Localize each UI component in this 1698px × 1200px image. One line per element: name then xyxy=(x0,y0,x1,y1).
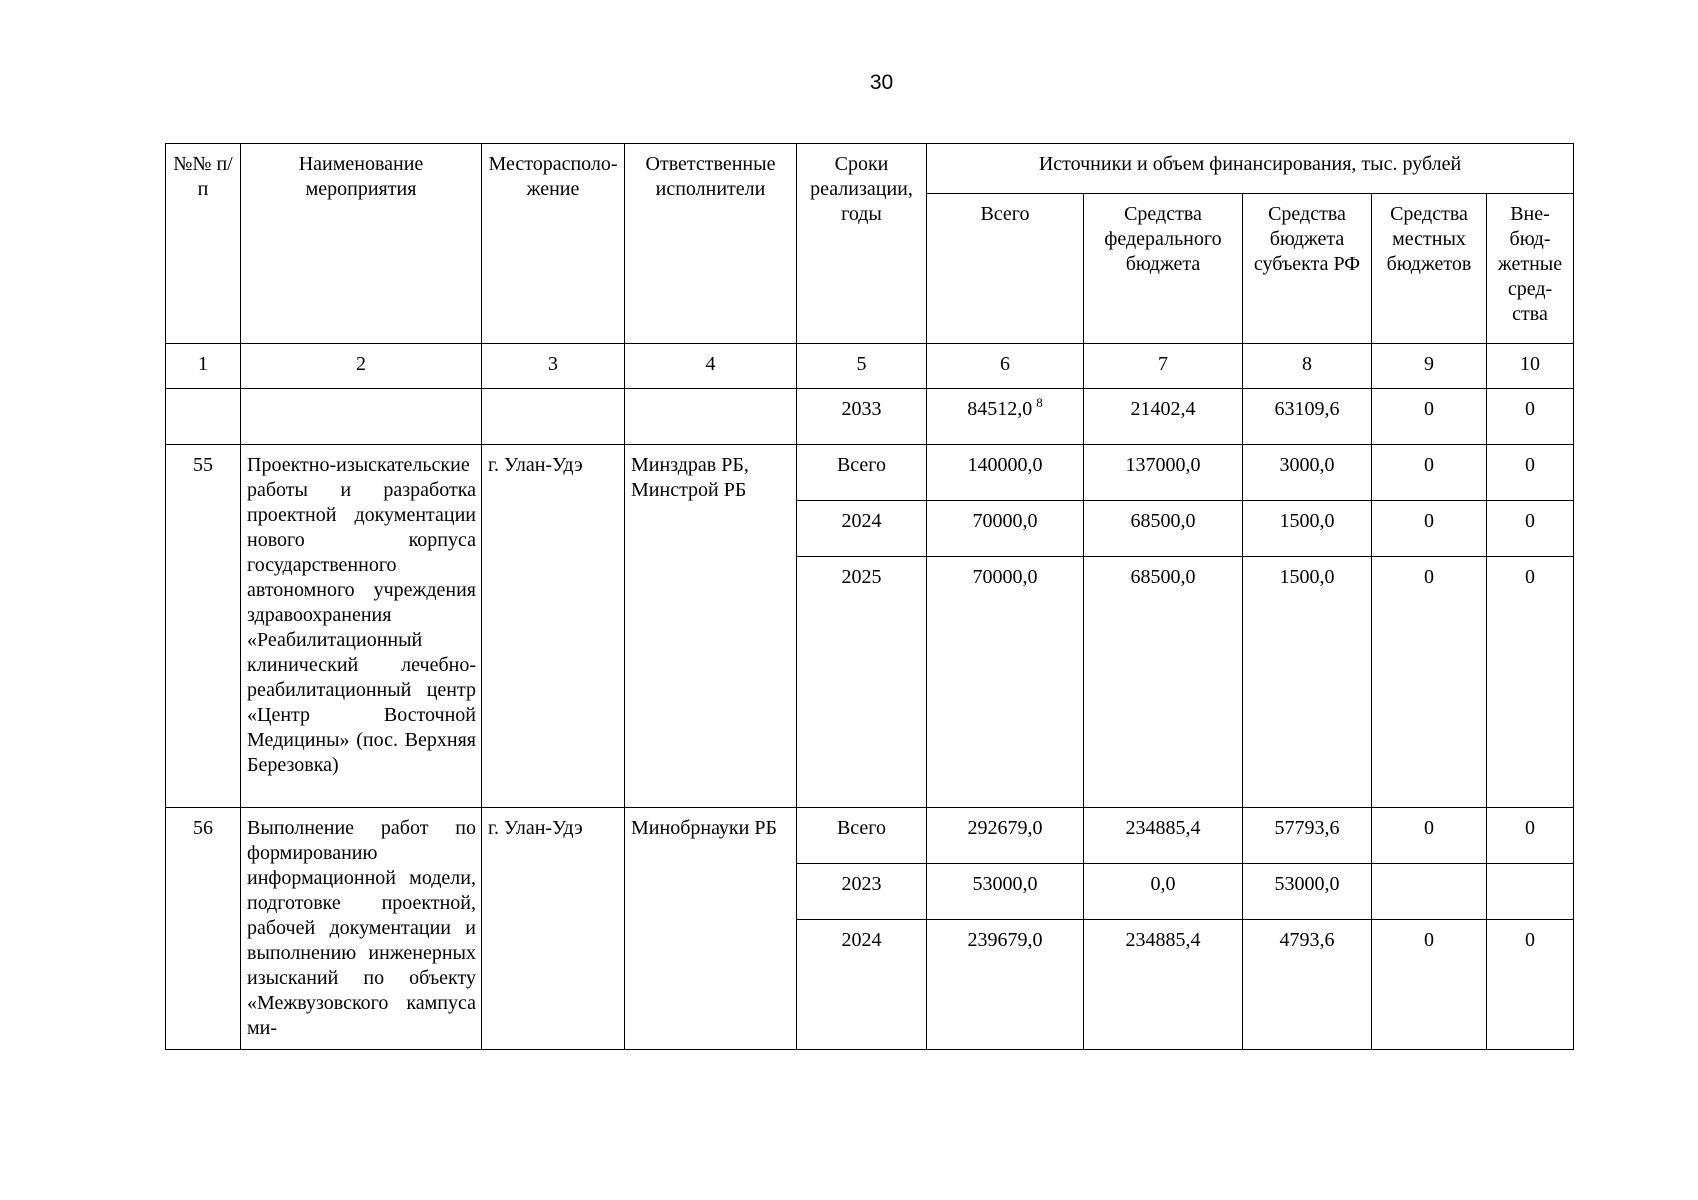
year-cell: 2033 xyxy=(797,389,927,445)
header-extra: Вне-бюд-жетные сред-ства xyxy=(1487,194,1574,344)
header-terms: Сроки реализации, годы xyxy=(797,144,927,344)
federal-cell: 234885,4 xyxy=(1084,920,1243,1050)
total-cell: 70000,0 xyxy=(927,557,1084,808)
subject-cell: 3000,0 xyxy=(1243,445,1372,501)
header-total: Всего xyxy=(927,194,1084,344)
column-number: 5 xyxy=(797,344,927,389)
extra-cell: 0 xyxy=(1487,501,1574,557)
item-name: Проектно-изыскательские работы и разработка проектной документации нового корпуса государственного автономного учреждения здравоохранения «Реабилитационный клинический лечебно-реабилитационный центр «Центр Восточной Медицины» (пос. Верхняя Березовка) xyxy=(241,445,482,808)
total-cell: 70000,0 xyxy=(927,501,1084,557)
column-number: 6 xyxy=(927,344,1084,389)
column-number: 3 xyxy=(482,344,625,389)
item-number: 55 xyxy=(166,445,241,808)
footnote-marker: 8 xyxy=(1036,395,1043,411)
column-number: 1 xyxy=(166,344,241,389)
total-cell xyxy=(927,389,1084,445)
extra-cell: 0 xyxy=(1487,389,1574,445)
page-number: 30 xyxy=(869,71,894,94)
subject-cell: 4793,6 xyxy=(1243,920,1372,1050)
table-row xyxy=(166,808,1574,864)
column-number: 9 xyxy=(1372,344,1487,389)
total-cell: 239679,0 xyxy=(927,920,1084,1050)
item-responsible: Минздрав РБ, Минстрой РБ xyxy=(625,445,797,808)
item-name: Выполнение работ по формированию информационной модели, подготовке проектной, рабочей документации и выполнению инженерных изысканий по объекту «Межвузовского кампуса ми- xyxy=(241,808,482,1050)
column-number: 2 xyxy=(241,344,482,389)
year-cell: 2024 xyxy=(797,501,927,557)
empty-cell xyxy=(482,389,625,445)
federal-cell: 21402,4 xyxy=(1084,389,1243,445)
empty-cell xyxy=(241,389,482,445)
year-cell: 2025 xyxy=(797,557,927,808)
item-location: г. Улан-Удэ xyxy=(482,808,625,1050)
column-number: 4 xyxy=(625,344,797,389)
financing-table xyxy=(165,143,1574,1050)
header-funding-group: Источники и объем финансирования, тыс. рублей xyxy=(927,144,1574,194)
header-subject: Средства бюджета субъекта РФ xyxy=(1243,194,1372,344)
item-location: г. Улан-Удэ xyxy=(482,445,625,808)
header-name: Наименование мероприятия xyxy=(241,144,482,344)
extra-cell xyxy=(1487,864,1574,920)
continuation-row xyxy=(166,389,1574,445)
extra-cell: 0 xyxy=(1487,808,1574,864)
header-location: Месторасполо-жение xyxy=(482,144,625,344)
header-local: Средства местных бюджетов xyxy=(1372,194,1487,344)
header-responsible: Ответственные исполнители xyxy=(625,144,797,344)
item-responsible: Минобрнауки РБ xyxy=(625,808,797,1050)
year-cell: Всего xyxy=(797,445,927,501)
subject-cell: 63109,6 xyxy=(1243,389,1372,445)
year-cell: 2024 xyxy=(797,920,927,1050)
column-numbers-row xyxy=(166,344,1574,389)
column-number: 7 xyxy=(1084,344,1243,389)
local-cell xyxy=(1372,864,1487,920)
column-number: 10 xyxy=(1487,344,1574,389)
subject-cell: 57793,6 xyxy=(1243,808,1372,864)
total-cell: 292679,0 xyxy=(927,808,1084,864)
extra-cell: 0 xyxy=(1487,557,1574,808)
subject-cell: 1500,0 xyxy=(1243,501,1372,557)
header-federal: Средства федерального бюджета xyxy=(1084,194,1243,344)
year-cell: 2023 xyxy=(797,864,927,920)
empty-cell xyxy=(166,389,241,445)
federal-cell: 0,0 xyxy=(1084,864,1243,920)
total-cell: 140000,0 xyxy=(927,445,1084,501)
local-cell: 0 xyxy=(1372,389,1487,445)
year-cell: Всего xyxy=(797,808,927,864)
table-header-row xyxy=(166,144,1574,194)
extra-cell: 0 xyxy=(1487,445,1574,501)
header-num: №№ п/п xyxy=(166,144,241,344)
federal-cell: 68500,0 xyxy=(1084,501,1243,557)
item-number: 56 xyxy=(166,808,241,1050)
federal-cell: 68500,0 xyxy=(1084,557,1243,808)
local-cell: 0 xyxy=(1372,501,1487,557)
local-cell: 0 xyxy=(1372,808,1487,864)
local-cell: 0 xyxy=(1372,445,1487,501)
subject-cell: 1500,0 xyxy=(1243,557,1372,808)
federal-cell: 137000,0 xyxy=(1084,445,1243,501)
local-cell: 0 xyxy=(1372,920,1487,1050)
local-cell: 0 xyxy=(1372,557,1487,808)
total-cell: 53000,0 xyxy=(927,864,1084,920)
extra-cell: 0 xyxy=(1487,920,1574,1050)
federal-cell: 234885,4 xyxy=(1084,808,1243,864)
empty-cell xyxy=(625,389,797,445)
total-value: 84512,0 xyxy=(967,398,1033,420)
table-row xyxy=(166,445,1574,501)
column-number: 8 xyxy=(1243,344,1372,389)
subject-cell: 53000,0 xyxy=(1243,864,1372,920)
